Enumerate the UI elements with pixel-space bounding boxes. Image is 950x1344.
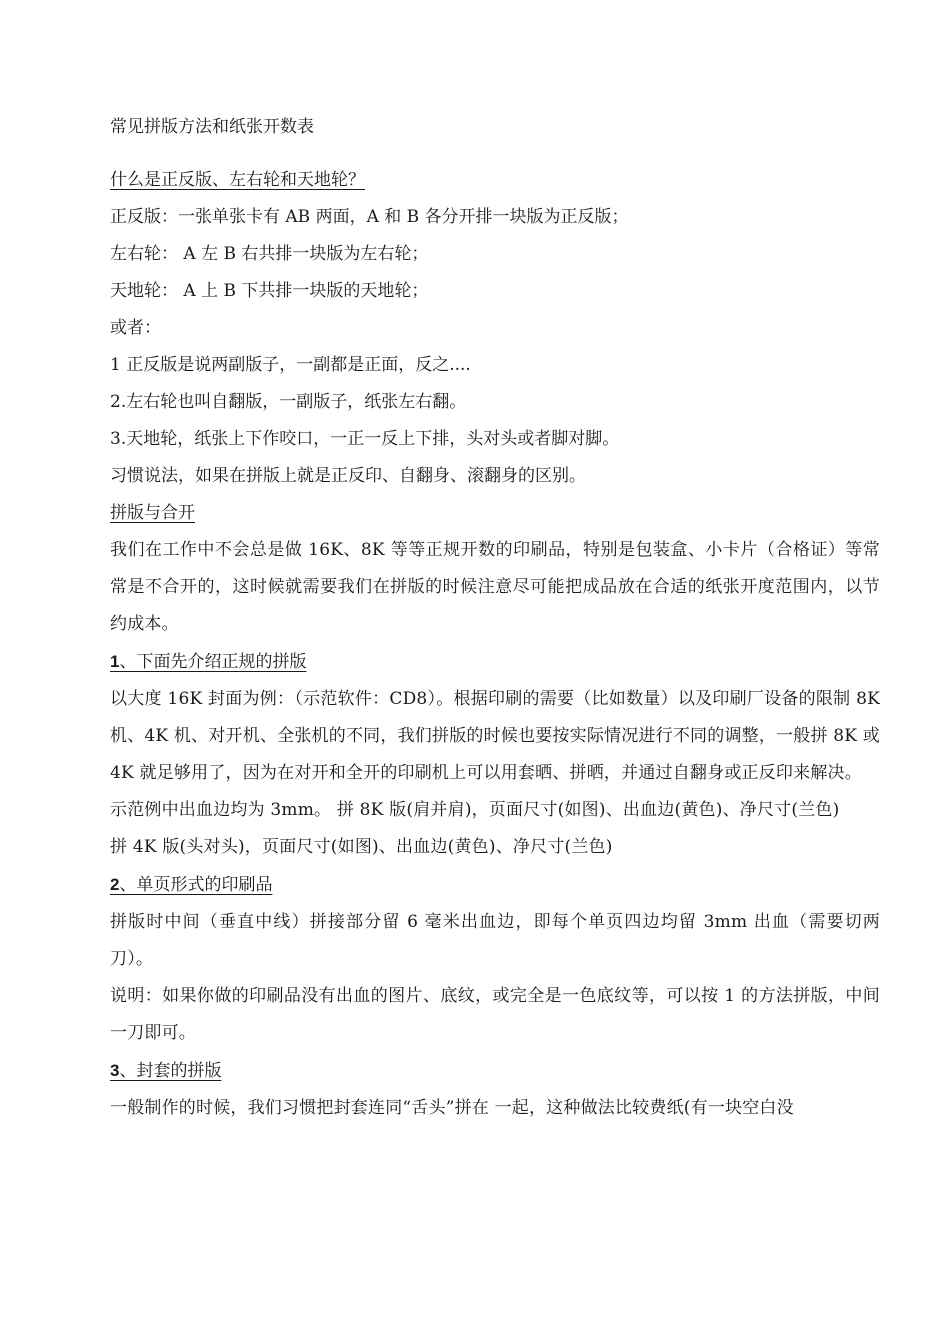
section-1-heading-text [110, 652, 306, 672]
section-1-paragraph: 示范例中出血边均为 3mm。 拼 8K 版(肩并肩)，页面尺寸(如图)、出血边(黄色)、净尺寸(兰色) [110, 800, 840, 820]
definition-line: 2.左右轮也叫自翻版，一副版子，纸张左右翻。 [110, 392, 467, 412]
document-page [110, 112, 880, 1127]
definition-line: 1 正反版是说两副版子，一副都是正面，反之.... [110, 355, 471, 375]
section-1-title: 、下面先介绍正规的拼版 [119, 652, 307, 672]
section-3-title: 、封套的拼版 [119, 1061, 222, 1081]
definition-line: 天地轮： A 上 B 下共排一块版的天地轮； [110, 281, 429, 301]
section-1-paragraph: 拼 4K 版(头对头)，页面尺寸(如图)、出血边(黄色)、净尺寸(兰色) [110, 837, 613, 857]
section-combine-heading-text: 拼版与合开 [110, 503, 195, 523]
section-3-heading-text [110, 1061, 221, 1081]
section-2-paragraph: 拼版时中间（垂直中线）拼接部分留 6 毫米出血边，即每个单页四边均留 3mm 出血（需要切两刀）。 [110, 912, 880, 969]
definition-line: 或者： [110, 318, 161, 338]
section-2-title: 、单页形式的印刷品 [119, 875, 273, 895]
section-1-number: 1 [110, 652, 120, 671]
section-3-number: 3 [110, 1061, 120, 1080]
section-combine-heading [110, 495, 880, 532]
section-3-heading [110, 1052, 880, 1090]
section-2-heading [110, 866, 880, 904]
section-2-heading-text [110, 875, 272, 895]
section-3-paragraph: 一般制作的时候，我们习惯把封套连同“舌头”拼在 一起，这种做法比较费纸(有一块空白没 [110, 1098, 794, 1118]
section-1-paragraph: 以大度 16K 封面为例：（示范软件：CD8）。根据印刷的需要（比如数量）以及印刷厂设备的限制 8K 机、4K 机、对开机、全张机的不同，我们拼版的时候也要按实际情况进行不同的调整，一般拼 8K 或 4K 就足够用了，因为在对开和全开的印刷机上可以用套晒、拼晒，并通过自翻身或正反印来解决。 [110, 689, 880, 783]
section-combine-paragraph: 我们在工作中不会总是做 16K、8K 等等正规开数的印刷品，特别是包装盒、小卡片（合格证）等常常是不合开的，这时候就需要我们在拼版的时候注意尽可能把成品放在合适的纸张开度范围内，以节约成本。 [110, 540, 880, 634]
section-1-heading [110, 643, 880, 681]
definition-line: 3.天地轮，纸张上下作咬口，一正一反上下排，头对头或者脚对脚。 [110, 429, 620, 449]
section-what-heading [110, 162, 880, 199]
section-2-paragraph: 说明：如果你做的印刷品没有出血的图片、底纹，或完全是一色底纹等，可以按 1 的方法拼版，中间一刀即可。 [110, 986, 880, 1043]
section-what-heading-text: 什么是正反版、左右轮和天地轮？ [110, 170, 365, 190]
section-2-number: 2 [110, 875, 120, 894]
definition-line: 正反版：一张单张卡有 AB 两面，A 和 B 各分开排一块版为正反版； [110, 207, 629, 227]
definition-line: 左右轮： A 左 B 右共排一块版为左右轮； [110, 244, 429, 264]
definition-line: 习惯说法，如果在拼版上就是正反印、自翻身、滚翻身的区别。 [110, 466, 586, 486]
document-title: 常见拼版方法和纸张开数表 [110, 117, 314, 137]
